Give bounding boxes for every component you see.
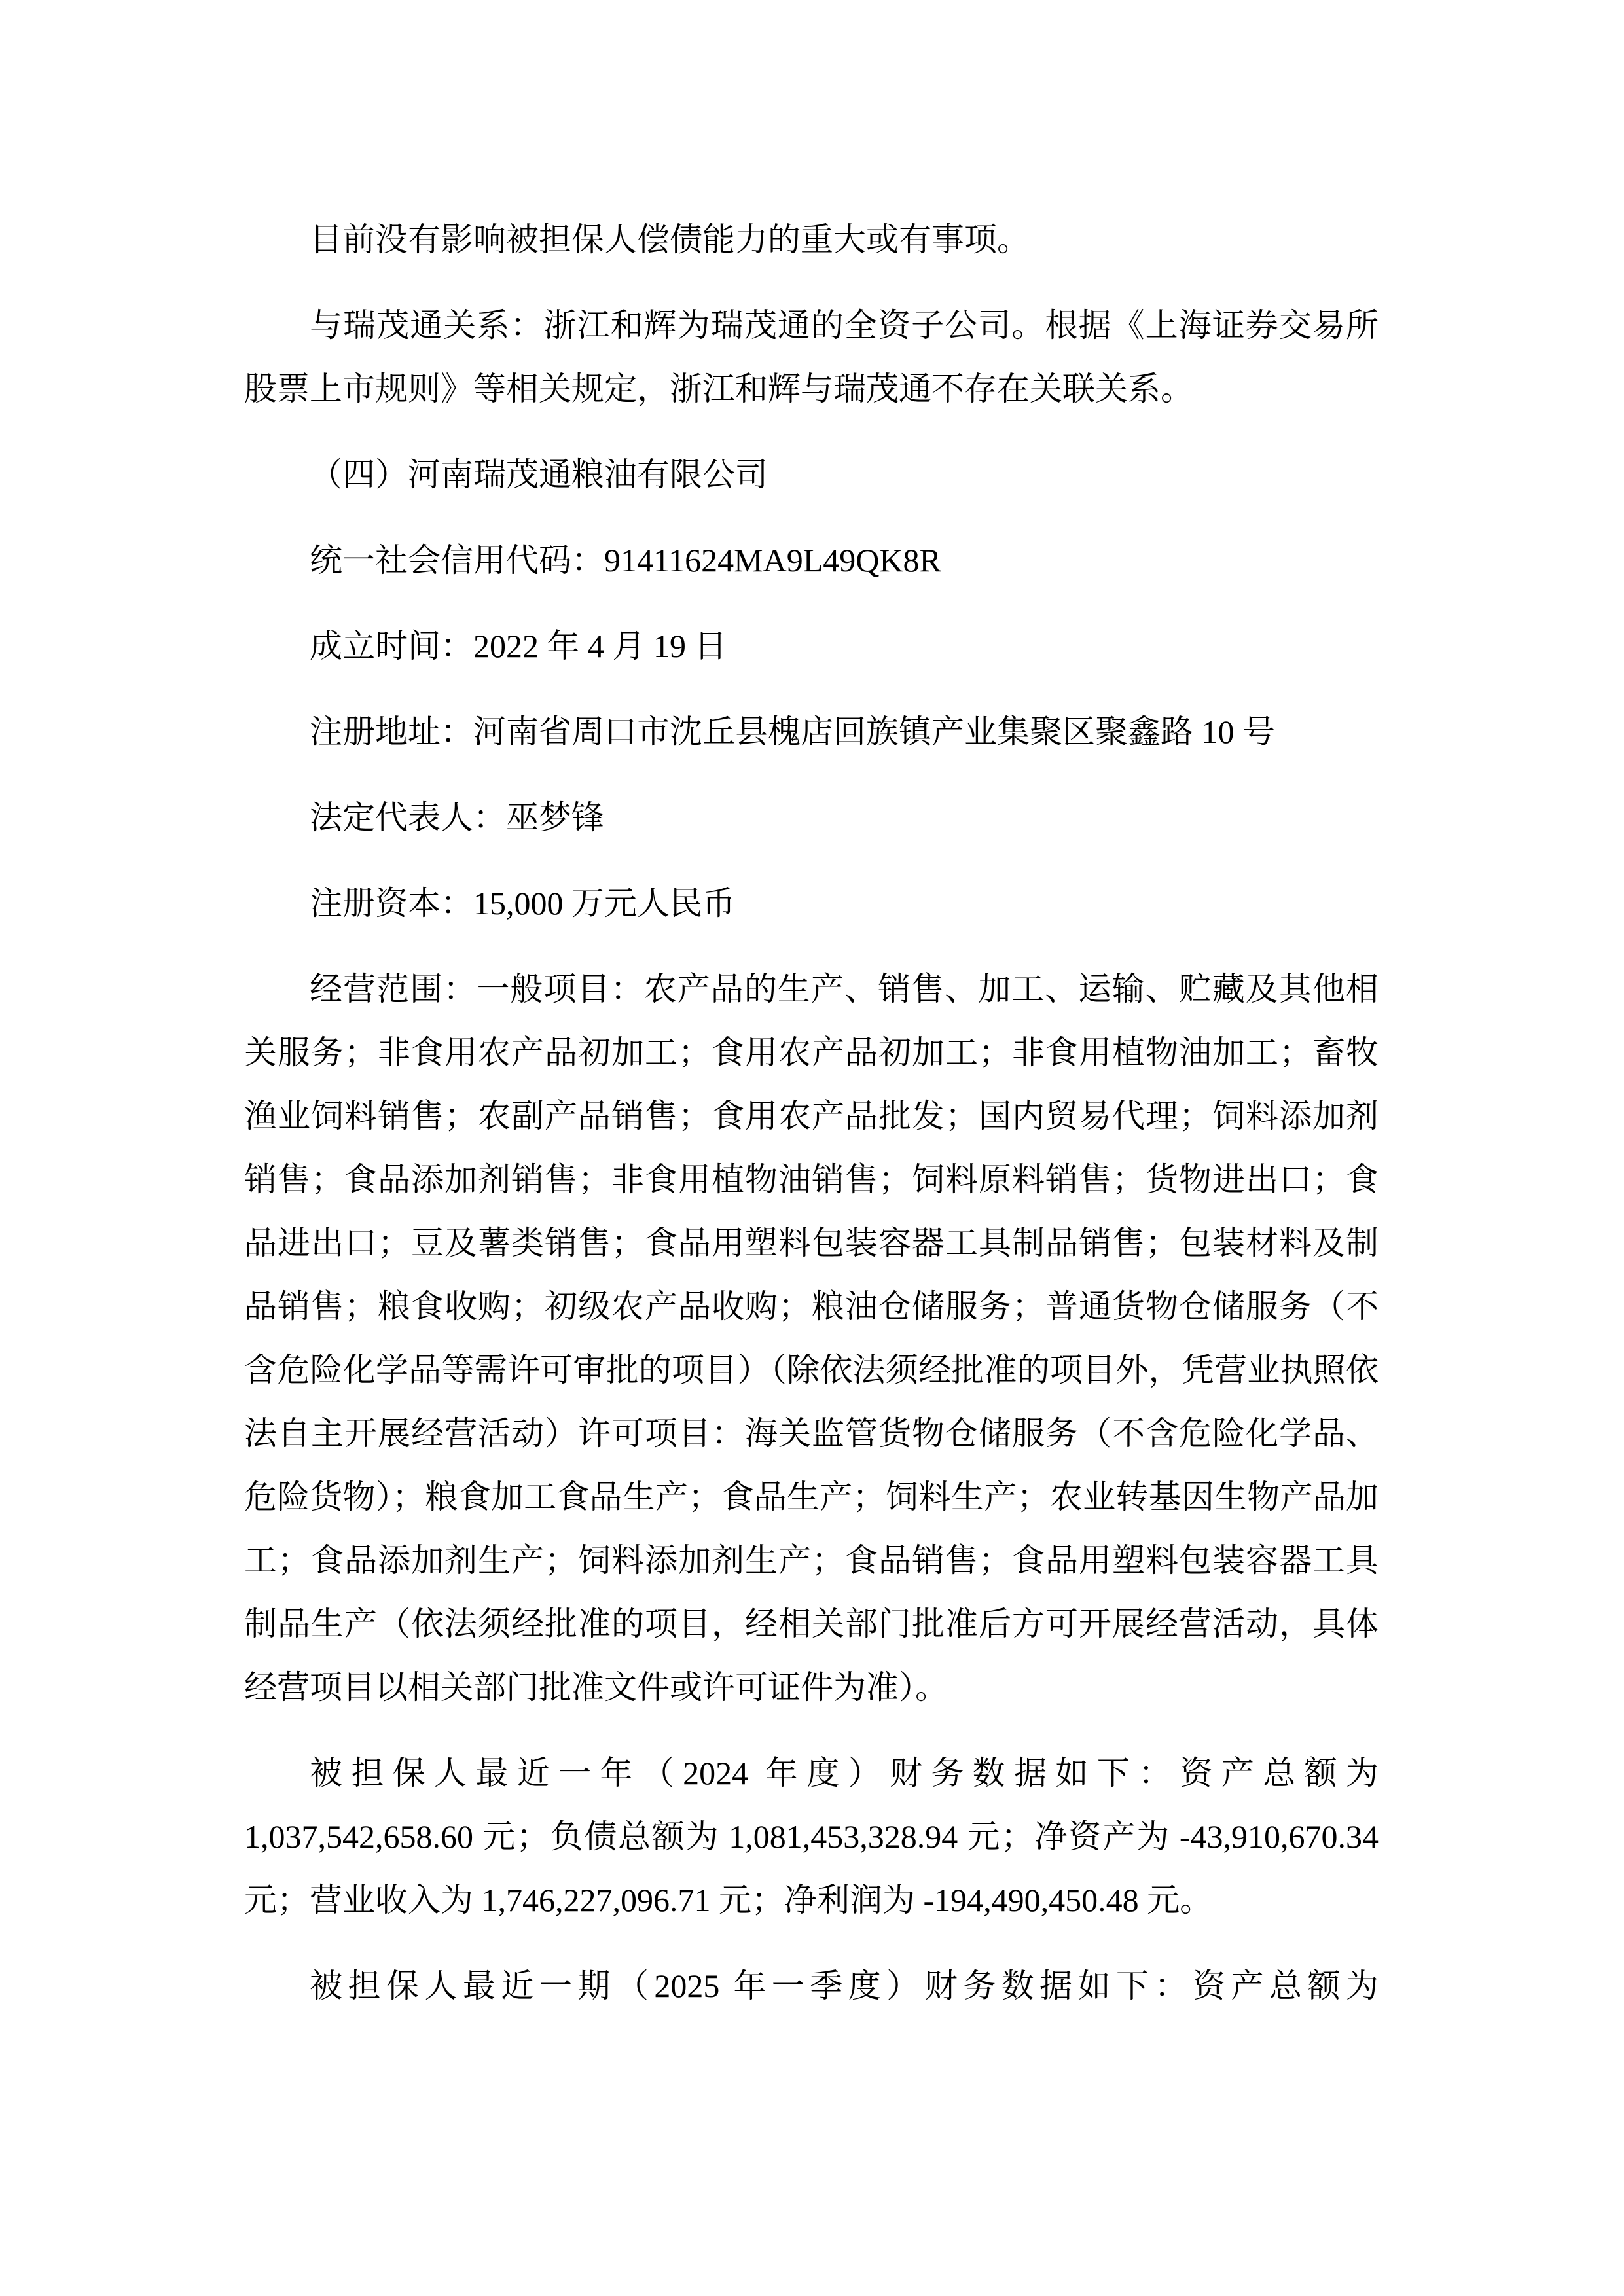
paragraph-registered-capital: 注册资本：15,000 万元人民币 [310,885,735,922]
paragraph-financials-2024: 被担保人最近一年（2024 年度）财务数据如下：资产总额为 1,037,542,658.60 元；负债总额为 1,081,453,328.94 元；净资产为 -43,910,670.34 元；营业收入为 1,746,227,096.71 元；净利润为 -194,490,450.48 元。 [244,1755,1379,1918]
paragraph-business-scope: 经营范围：一般项目：农产品的生产、销售、加工、运输、贮藏及其他相关服务；非食用农产品初加工；食用农产品初加工；非食用植物油加工；畜牧渔业饲料销售；农副产品销售；食用农产品批发；国内贸易代理；饲料添加剂销售；食品添加剂销售；非食用植物油销售；饲料原料销售；货物进出口；食品进出口；豆及薯类销售；食品用塑料包装容器工具制品销售；包装材料及制品销售；粮食收购；初级农产品收购；粮油仓储服务；普通货物仓储服务（不含危险化学品等需许可审批的项目）（除依法须经批准的项目外，凭营业执照依法自主开展经营活动）许可项目：海关监管货物仓储服务（不含危险化学品、危险货物）；粮食加工食品生产；食品生产；饲料生产；农业转基因生物产品加工；食品添加剂生产；饲料添加剂生产；食品销售；食品用塑料包装容器工具制品生产（依法须经批准的项目，经相关部门批准后方可开展经营活动，具体经营项目以相关部门批准文件或许可证件为准）。 [244,971,1379,1706]
section-heading-henan-ruimaotong-grain-oil: （四）河南瑞茂通粮油有限公司 [310,456,768,493]
paragraph-registered-address: 注册地址：河南省周口市沈丘县槐店回族镇产业集聚区聚鑫路 10 号 [310,713,1275,750]
paragraph-financials-2025-q1: 被担保人最近一期（2025 年一季度）财务数据如下：资产总额为 [310,1967,1379,2004]
paragraph-establishment-date: 成立时间：2022 年 4 月 19 日 [310,628,727,664]
paragraph-legal-representative: 法定代表人：巫梦锋 [310,799,604,836]
document-body [244,208,1379,2018]
paragraph-contingent-events: 目前没有影响被担保人偿债能力的重大或有事项。 [310,221,1030,258]
paragraph-relationship-with-ruimaotong: 与瑞茂通关系：浙江和辉为瑞茂通的全资子公司。根据《上海证券交易所股票上市规则》等相关规定，浙江和辉与瑞茂通不存在关联关系。 [244,307,1379,407]
paragraph-unified-social-credit-code: 统一社会信用代码：91411624MA9L49QK8R [310,542,941,579]
